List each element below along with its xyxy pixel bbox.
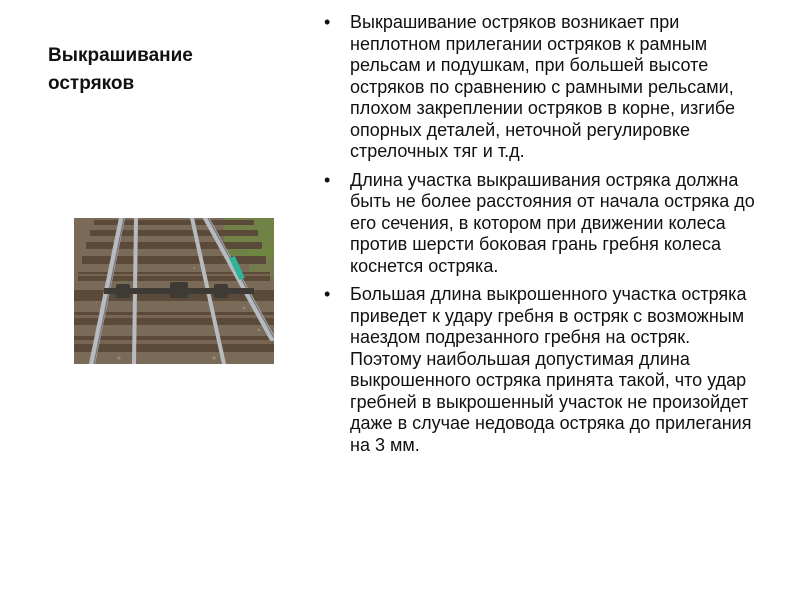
bullet-icon: • — [324, 169, 331, 190]
railway-switch-photo — [74, 218, 274, 364]
bullet-item — [320, 12, 760, 163]
bullet-list — [320, 12, 760, 463]
slide-title: Выкрашивание остряков — [48, 45, 193, 94]
bullet-text: Длина участка выкрашивания остряка должна быть не более расстояния от начала остряка до его сечения, в котором при движении колеса против шерсти боковая грань гребня колеса коснется остряка. — [350, 169, 755, 276]
bullet-item — [320, 284, 760, 456]
bullet-icon: • — [324, 284, 331, 304]
bullet-text: Выкрашивание остряков возникает при неплотном прилегании остряков к рамным рельсам и подушкам, при большей высоте остряков по сравнению с рамными рельсами, плохом закреплении остряков в корне, изгибе опорных деталей, неточной регулировке стрелочных тяг и т.д. — [350, 12, 736, 161]
bullet-item — [320, 170, 760, 278]
bullet-icon: • — [324, 12, 331, 32]
bullet-text: Большая длина выкрошенного участка остряка приведет к удару гребня в остряк с возможным наездом подрезанного гребня на остряк. Поэтому наибольшая допустимая длина выкрошенного остряка принята такой, что удар гребней в выкрошенный участок не произойдет даже в случае недовода остряка до прилегания на 3 мм. — [350, 284, 752, 455]
